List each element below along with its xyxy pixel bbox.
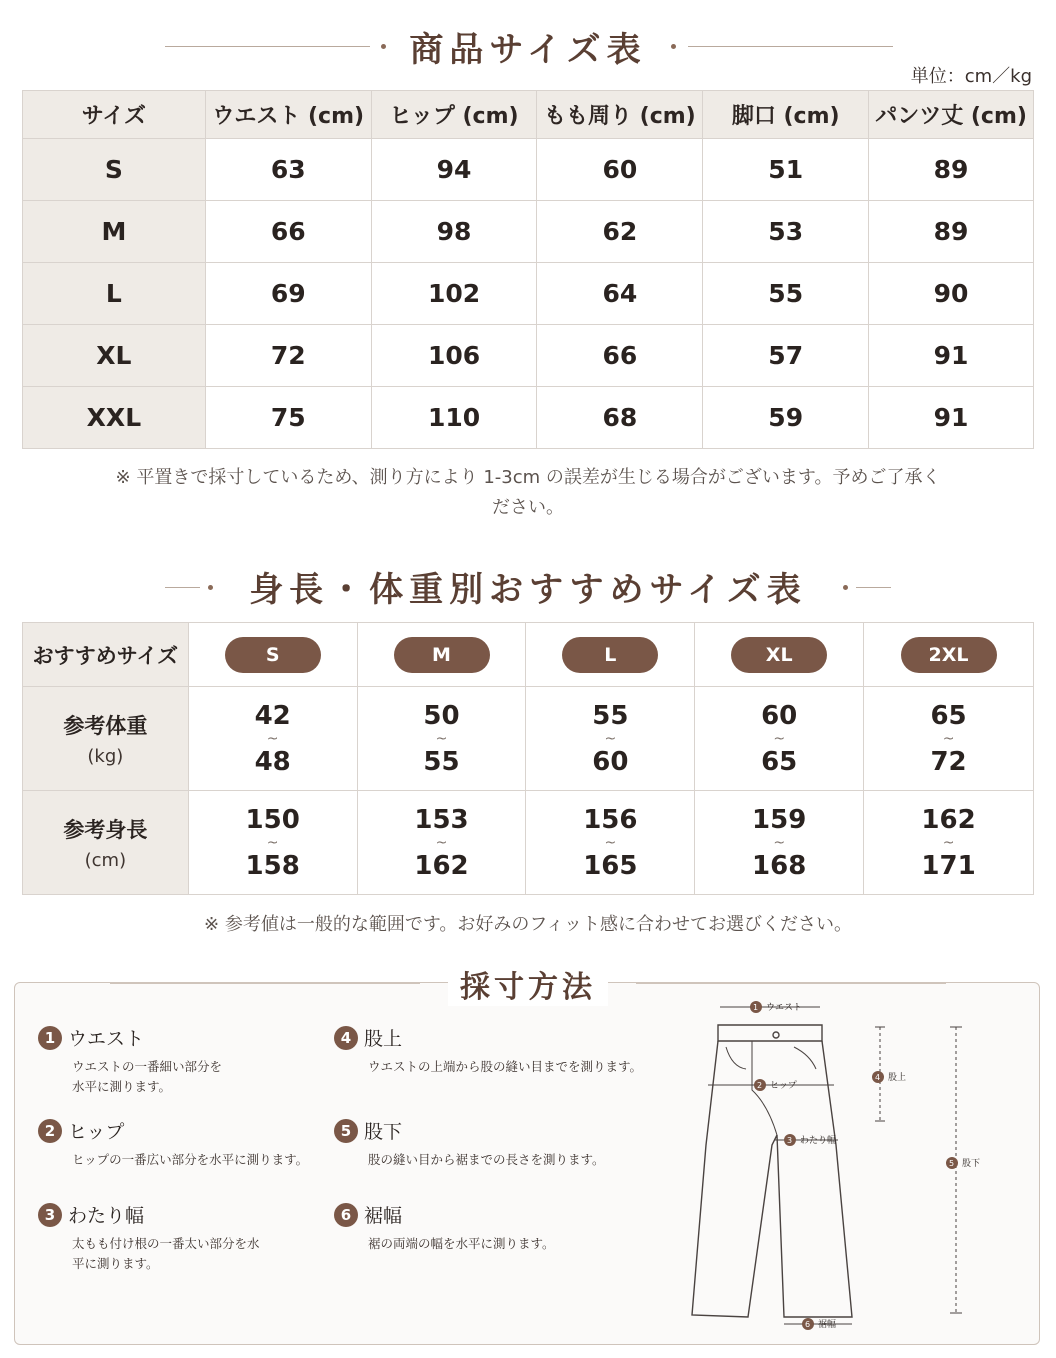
cell-thigh: 68 bbox=[537, 387, 703, 449]
weight-cell bbox=[357, 687, 526, 791]
weight-label-cell bbox=[23, 687, 189, 791]
weight-label: 参考体重 bbox=[63, 714, 148, 738]
measure-title: 採寸方法 bbox=[448, 962, 608, 1006]
size-table bbox=[22, 90, 1034, 449]
measure-item-inseam bbox=[334, 1117, 605, 1170]
diagram-label-hip: ヒップ bbox=[770, 1081, 797, 1091]
weight-min: 60 bbox=[761, 700, 798, 731]
measure-item-desc bbox=[334, 1057, 642, 1077]
desc-line: 平に測ります。 bbox=[72, 1256, 159, 1271]
measure-item-hem bbox=[334, 1201, 555, 1254]
height-cell bbox=[526, 791, 695, 895]
cell-length: 89 bbox=[869, 139, 1034, 201]
weight-unit: (kg) bbox=[87, 746, 124, 767]
header-size: サイズ bbox=[23, 91, 206, 139]
height-cell bbox=[695, 791, 864, 895]
desc-line: ウエストの上端から股の縫い目までを測ります。 bbox=[368, 1059, 643, 1074]
measure-item-name: ウエスト bbox=[68, 1028, 145, 1050]
measure-item-name: ヒップ bbox=[68, 1121, 125, 1143]
measure-item-desc bbox=[334, 1234, 555, 1254]
weight-max: 60 bbox=[592, 746, 629, 777]
height-unit: (cm) bbox=[84, 850, 127, 871]
weight-min: 55 bbox=[592, 700, 629, 731]
measure-item-name: 股下 bbox=[364, 1121, 403, 1143]
measure-item-rise bbox=[334, 1024, 642, 1077]
diagram-label-rise: 股上 bbox=[888, 1073, 907, 1083]
measure-item-desc bbox=[38, 1150, 308, 1170]
recommend-title: 身長・体重別おすすめサイズ表 bbox=[249, 570, 807, 610]
header-thigh: もも周り (cm) bbox=[537, 91, 703, 139]
measure-item-hip bbox=[38, 1117, 308, 1170]
badge-4-num: 4 bbox=[875, 1073, 881, 1082]
weight-max: 55 bbox=[423, 746, 460, 777]
row-size: L bbox=[23, 263, 206, 325]
tilde: ~ bbox=[942, 730, 955, 747]
tilde: ~ bbox=[773, 834, 786, 851]
tilde: ~ bbox=[604, 834, 617, 851]
badge-1-num: 1 bbox=[753, 1003, 759, 1012]
height-min: 150 bbox=[245, 804, 300, 835]
row-size: XL bbox=[23, 325, 206, 387]
cell-hem: 59 bbox=[703, 387, 869, 449]
tilde: ~ bbox=[266, 834, 279, 851]
pants-outline-icon bbox=[692, 1025, 852, 1317]
table-row bbox=[23, 387, 1034, 449]
diagram-label-inseam: 股下 bbox=[962, 1159, 981, 1169]
cell-waist: 75 bbox=[205, 387, 371, 449]
diagram-label-hem: 裾幅 bbox=[818, 1320, 837, 1330]
weight-cell bbox=[526, 687, 695, 791]
header-waist: ウエスト (cm) bbox=[205, 91, 371, 139]
recommend-title-wrap bbox=[0, 562, 1056, 611]
size-cell bbox=[864, 623, 1034, 687]
badge-3-num: 3 bbox=[787, 1136, 793, 1145]
cell-waist: 69 bbox=[205, 263, 371, 325]
tilde: ~ bbox=[266, 730, 279, 747]
size-cell bbox=[188, 623, 357, 687]
number-badge: 4 bbox=[334, 1026, 358, 1050]
desc-line: 裾の両端の幅を水平に測ります。 bbox=[368, 1236, 555, 1251]
desc-line: 太もも付け根の一番太い部分を水 bbox=[72, 1236, 260, 1251]
weight-max: 72 bbox=[930, 746, 967, 777]
weight-min: 42 bbox=[254, 700, 291, 731]
height-max: 162 bbox=[414, 850, 469, 881]
cell-hip: 94 bbox=[371, 139, 537, 201]
cell-thigh: 66 bbox=[537, 325, 703, 387]
table-row bbox=[23, 201, 1034, 263]
size-cell bbox=[695, 623, 864, 687]
cell-hip: 106 bbox=[371, 325, 537, 387]
cell-hip: 98 bbox=[371, 201, 537, 263]
title-dot-right bbox=[671, 44, 676, 49]
badge-2-num: 2 bbox=[757, 1081, 763, 1090]
cell-hip: 102 bbox=[371, 263, 537, 325]
measure-item-name: わたり幅 bbox=[68, 1205, 145, 1227]
cell-hem: 55 bbox=[703, 263, 869, 325]
size-note bbox=[30, 463, 1026, 523]
table-row bbox=[23, 263, 1034, 325]
height-label: 参考身長 bbox=[63, 818, 148, 842]
number-badge: 5 bbox=[334, 1119, 358, 1143]
badge-5-num: 5 bbox=[949, 1159, 955, 1168]
measure-item-desc bbox=[38, 1234, 260, 1274]
height-cell bbox=[864, 791, 1034, 895]
tilde: ~ bbox=[942, 834, 955, 851]
row-size: XXL bbox=[23, 387, 206, 449]
diagram-label-waist: ウエスト bbox=[766, 1003, 803, 1013]
tilde: ~ bbox=[773, 730, 786, 747]
height-row bbox=[23, 791, 1034, 895]
weight-min: 65 bbox=[930, 700, 967, 731]
height-min: 159 bbox=[752, 804, 807, 835]
recommend-size-row bbox=[23, 623, 1034, 687]
table-row bbox=[23, 139, 1034, 201]
height-label-cell bbox=[23, 791, 189, 895]
size-pill: 2XL bbox=[901, 637, 997, 673]
recommend-note: ※ 参考値は一般的な範囲です。お好みのフィット感に合わせてお選びください。 bbox=[204, 914, 852, 935]
tilde: ~ bbox=[435, 834, 448, 851]
row-size: S bbox=[23, 139, 206, 201]
size-note-line1: ※ 平置きで採寸しているため、測り方により 1-3cm の誤差が生じる場合がございます。予めご了承く bbox=[115, 467, 941, 488]
measure-item-name: 裾幅 bbox=[364, 1205, 403, 1227]
weight-max: 48 bbox=[254, 746, 291, 777]
cell-thigh: 62 bbox=[537, 201, 703, 263]
number-badge: 1 bbox=[38, 1026, 62, 1050]
cell-length: 90 bbox=[869, 263, 1034, 325]
title-rule-right bbox=[688, 46, 893, 47]
size-pill: XL bbox=[731, 637, 827, 673]
tilde: ~ bbox=[435, 730, 448, 747]
size-table-title-wrap bbox=[0, 22, 1056, 71]
height-max: 171 bbox=[921, 850, 976, 881]
size-table-header-row bbox=[23, 91, 1034, 139]
desc-line: ウエストの一番細い部分を bbox=[72, 1059, 223, 1074]
cell-hem: 57 bbox=[703, 325, 869, 387]
number-badge: 3 bbox=[38, 1203, 62, 1227]
row-size: M bbox=[23, 201, 206, 263]
size-cell bbox=[357, 623, 526, 687]
height-max: 165 bbox=[583, 850, 638, 881]
measure-item-name: 股上 bbox=[364, 1028, 403, 1050]
diagram-label-thigh: わたり幅 bbox=[800, 1136, 837, 1146]
size-pill: S bbox=[225, 637, 321, 673]
unit-label: 単位：cm／kg bbox=[910, 66, 1032, 87]
weight-max: 65 bbox=[761, 746, 798, 777]
pants-diagram bbox=[680, 995, 1010, 1340]
height-cell bbox=[188, 791, 357, 895]
cell-hip: 110 bbox=[371, 387, 537, 449]
size-table-title: 商品サイズ表 bbox=[409, 30, 647, 70]
badge-6-num: 6 bbox=[805, 1320, 811, 1329]
cell-length: 89 bbox=[869, 201, 1034, 263]
cell-waist: 72 bbox=[205, 325, 371, 387]
cell-length: 91 bbox=[869, 325, 1034, 387]
weight-cell bbox=[695, 687, 864, 791]
weight-row bbox=[23, 687, 1034, 791]
measure-item-thigh bbox=[38, 1201, 260, 1274]
header-hip: ヒップ (cm) bbox=[371, 91, 537, 139]
header-length: パンツ丈 (cm) bbox=[869, 91, 1034, 139]
cell-waist: 66 bbox=[205, 201, 371, 263]
number-badge: 6 bbox=[334, 1203, 358, 1227]
measure-item-desc bbox=[38, 1057, 222, 1097]
height-min: 162 bbox=[921, 804, 976, 835]
recommend-size-label: おすすめサイズ bbox=[23, 623, 189, 687]
cell-waist: 63 bbox=[205, 139, 371, 201]
size-cell bbox=[526, 623, 695, 687]
cell-length: 91 bbox=[869, 387, 1034, 449]
weight-cell bbox=[864, 687, 1034, 791]
size-note-line2: ださい。 bbox=[492, 497, 564, 518]
measure-item-waist bbox=[38, 1024, 222, 1097]
cell-hem: 51 bbox=[703, 139, 869, 201]
cell-hem: 53 bbox=[703, 201, 869, 263]
desc-line: ヒップの一番広い部分を水平に測ります。 bbox=[72, 1152, 309, 1167]
recommend-table bbox=[22, 622, 1034, 895]
title2-dot-right bbox=[843, 585, 848, 590]
header-hem: 脚口 (cm) bbox=[703, 91, 869, 139]
title2-rule-right bbox=[856, 587, 891, 588]
weight-cell bbox=[188, 687, 357, 791]
tilde: ~ bbox=[604, 730, 617, 747]
size-pill: M bbox=[394, 637, 490, 673]
cell-thigh: 64 bbox=[537, 263, 703, 325]
height-max: 168 bbox=[752, 850, 807, 881]
table-row bbox=[23, 325, 1034, 387]
height-min: 156 bbox=[583, 804, 638, 835]
number-badge: 2 bbox=[38, 1119, 62, 1143]
height-max: 158 bbox=[245, 850, 300, 881]
desc-line: 股の縫い目から裾までの長さを測ります。 bbox=[368, 1152, 605, 1167]
height-min: 153 bbox=[414, 804, 469, 835]
height-cell bbox=[357, 791, 526, 895]
measure-item-desc bbox=[334, 1150, 605, 1170]
desc-line: 水平に測ります。 bbox=[72, 1079, 172, 1094]
cell-thigh: 60 bbox=[537, 139, 703, 201]
weight-min: 50 bbox=[423, 700, 460, 731]
size-pill: L bbox=[562, 637, 658, 673]
